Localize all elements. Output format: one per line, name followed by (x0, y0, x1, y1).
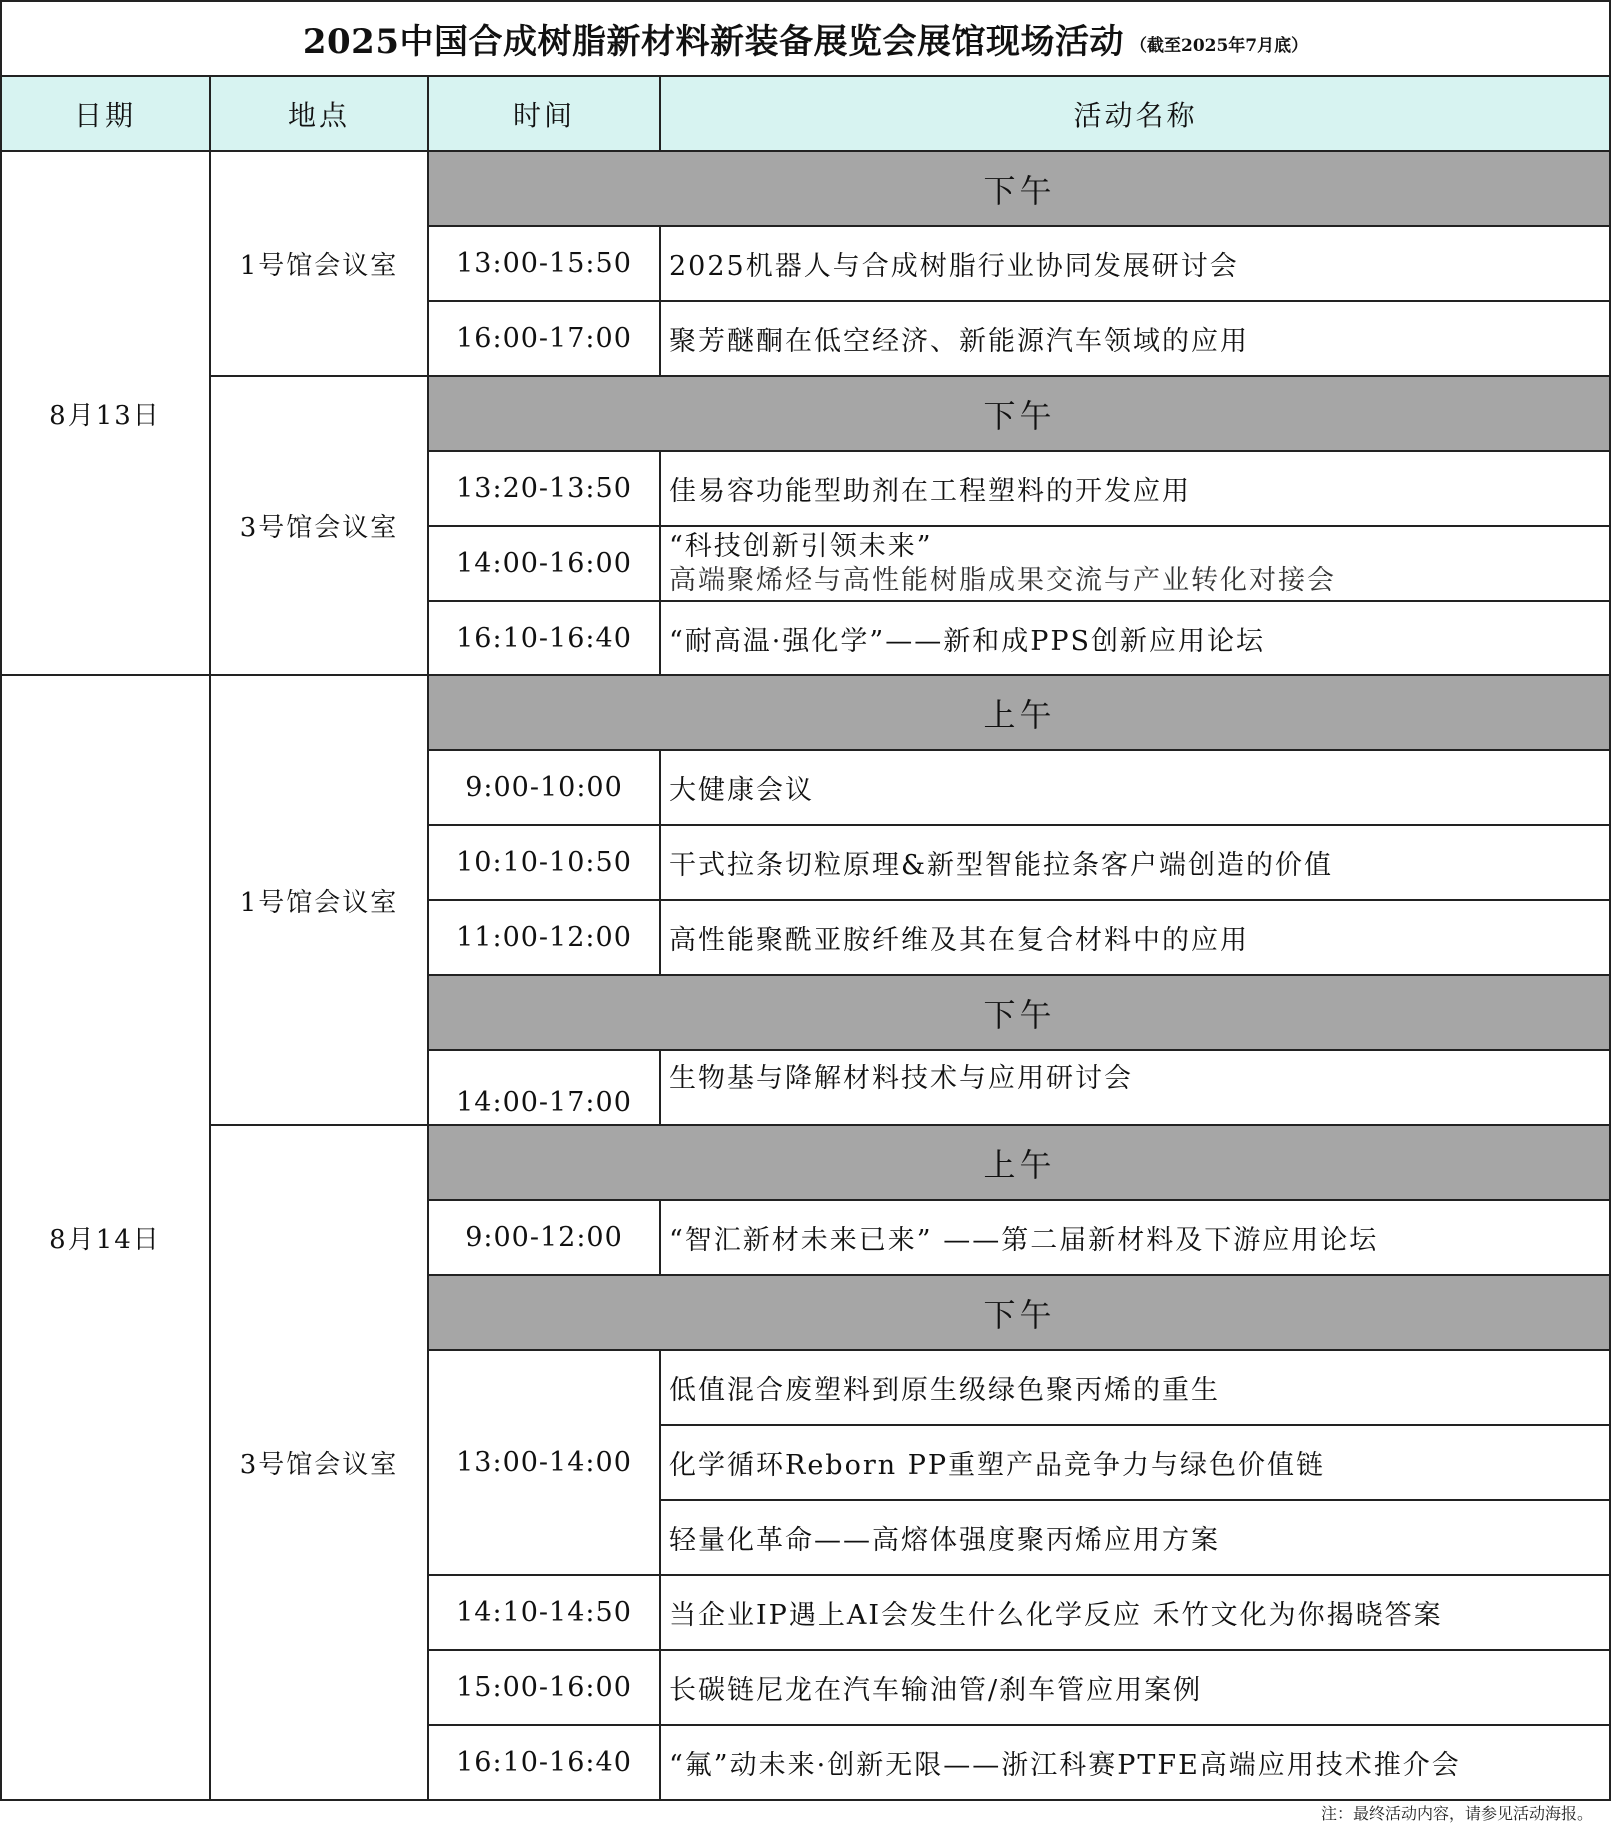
period-row: 下午 (428, 151, 1611, 226)
header-location: 地点 (287, 98, 350, 132)
table-border-left (0, 0, 2, 1801)
grid-line (428, 1649, 1611, 1651)
grid-line (659, 1050, 661, 1125)
grid-line (428, 300, 1611, 302)
activity-cell: 聚芳醚酮在低空经济、新能源汽车领域的应用 (669, 326, 1249, 357)
activity-cell: 2025机器人与合成树脂行业协同发展研讨会 (669, 251, 1239, 282)
table-border-top (0, 0, 1611, 2)
time-cell: 16:10-16:40 (456, 1747, 632, 1778)
period-row: 下午 (428, 1275, 1611, 1350)
grid-line (210, 1124, 1611, 1126)
activity-subtitle-line: 高端聚烯烃与高性能树脂成果交流与产业转化对接会 (669, 564, 1336, 596)
activity-cell: 生物基与降解材料技术与应用研讨会 (669, 1063, 1133, 1094)
grid-line (428, 1724, 1611, 1726)
grid-line (428, 600, 1611, 602)
activity-cell: 化学循环Reborn PP重塑产品竞争力与绿色价值链 (669, 1450, 1326, 1481)
time-cell: 15:00-16:00 (456, 1672, 632, 1703)
activity-cell: 长碳链尼龙在汽车输油管/刹车管应用案例 (669, 1675, 1203, 1706)
grid-line (0, 674, 1611, 676)
time-cell: 9:00-10:00 (465, 772, 623, 803)
location-cell: 1号馆会议室 (239, 887, 399, 918)
grid-line (0, 75, 1611, 77)
period-row: 下午 (428, 376, 1611, 451)
grid-line (428, 525, 1611, 527)
grid-line (0, 150, 1611, 152)
activity-cell: 佳易容功能型助剂在工程塑料的开发应用 (669, 476, 1191, 507)
grid-line (210, 375, 1611, 377)
grid-line (428, 1049, 1611, 1051)
grid-line (428, 1199, 1611, 1201)
time-cell: 9:00-12:00 (465, 1222, 623, 1253)
date-cell: 8月14日 (49, 1225, 161, 1255)
time-cell: 16:10-16:40 (456, 622, 632, 654)
activity-cell (660, 526, 1611, 601)
page-title (0, 0, 1611, 76)
date-cell: 8月13日 (49, 400, 161, 431)
grid-line (659, 1200, 661, 1275)
location-cell: 3号馆会议室 (239, 513, 399, 543)
activity-cell: 高性能聚酰亚胺纤维及其在复合材料中的应用 (669, 925, 1249, 956)
grid-line (209, 76, 211, 1800)
location-cell: 1号馆会议室 (239, 251, 399, 281)
grid-line (428, 1574, 1611, 1576)
header-activity: 活动名称 (1073, 98, 1198, 132)
time-cell: 13:00-14:00 (456, 1447, 632, 1478)
time-cell: 16:00-17:00 (456, 323, 632, 354)
grid-line (659, 76, 661, 151)
activity-title-line: “科技创新引领未来” (669, 530, 933, 562)
grid-line (660, 1499, 1611, 1501)
grid-line (428, 899, 1611, 901)
grid-line (660, 1424, 1611, 1426)
period-row: 上午 (428, 1125, 1611, 1200)
time-cell: 13:20-13:50 (456, 473, 632, 504)
activity-cell: 干式拉条切粒原理&新型智能拉条客户端创造的价值 (669, 850, 1334, 881)
activity-cell: 轻量化革命——高熔体强度聚丙烯应用方案 (669, 1525, 1220, 1556)
time-cell: 13:00-15:50 (456, 248, 632, 279)
time-cell: 11:00-12:00 (456, 922, 632, 953)
period-row: 上午 (428, 675, 1611, 750)
title-main: 2025中国合成树脂新材料新装备展览会展馆现场活动 (302, 21, 1124, 62)
activity-cell: “耐高温·强化学”——新和成PPS创新应用论坛 (669, 625, 1266, 657)
grid-line (659, 451, 661, 675)
activity-cell: 低值混合废塑料到原生级绿色聚丙烯的重生 (669, 1375, 1220, 1406)
time-cell: 14:00-16:00 (456, 548, 632, 579)
activity-cell: 大健康会议 (669, 775, 814, 806)
grid-line (427, 76, 429, 1800)
time-cell: 14:10-14:50 (456, 1597, 632, 1628)
activity-cell: 当企业IP遇上AI会发生什么化学反应 禾竹文化为你揭晓答案 (669, 1600, 1443, 1631)
grid-line (428, 1349, 1611, 1351)
time-cell: 14:00-17:00 (456, 1087, 632, 1118)
title-subnote: （截至2025年7月底） (1129, 35, 1309, 56)
header-date: 日期 (73, 98, 136, 132)
header-time: 时间 (512, 98, 575, 132)
grid-line (428, 824, 1611, 826)
grid-line (659, 750, 661, 975)
location-cell: 3号馆会议室 (239, 1450, 399, 1480)
activity-cell: “智汇新材未来已来” ——第二届新材料及下游应用论坛 (669, 1225, 1379, 1256)
grid-line (428, 450, 1611, 452)
footer-note: 注：最终活动内容，请参见活动海报。 (1320, 1804, 1593, 1823)
activity-cell: “氟”动未来·创新无限——浙江科赛PTFE高端应用技术推介会 (669, 1750, 1461, 1781)
grid-line (428, 1274, 1611, 1276)
grid-line (428, 974, 1611, 976)
period-row: 下午 (428, 975, 1611, 1050)
time-cell: 10:10-10:50 (456, 847, 632, 878)
grid-line (428, 749, 1611, 751)
grid-line (428, 225, 1611, 227)
